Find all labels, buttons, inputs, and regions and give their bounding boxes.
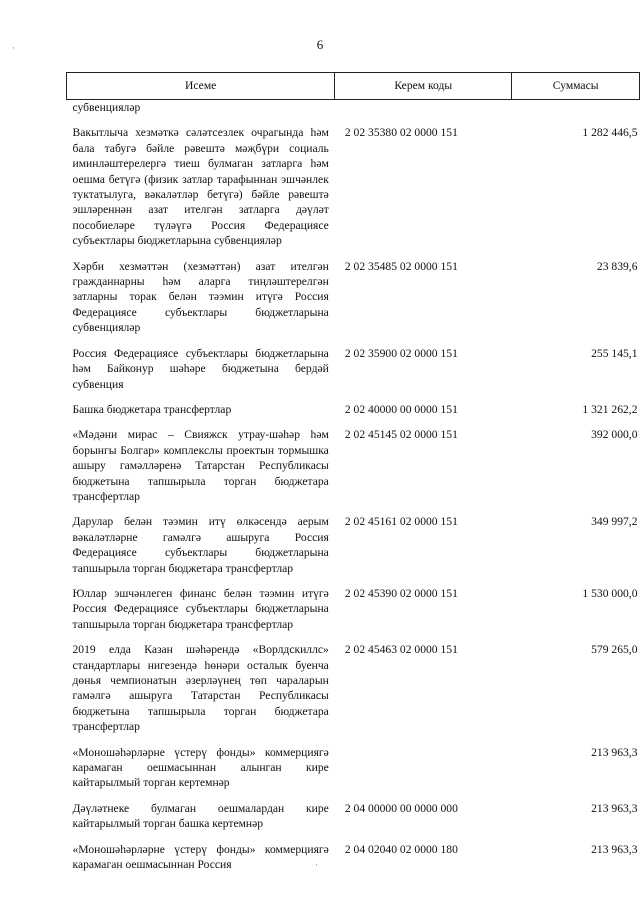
row-name: субвенцияләр (72, 101, 141, 114)
row-code: 2 04 02040 02 0000 180 (344, 842, 458, 856)
row-amount: 255 145,1 (591, 346, 638, 360)
row-name: Юллар эшчәнлеген финанс белән тәэмин итүгә Россия Федерациясе субъектлары бюджетларына тапшырыла торган бюджетара трансфертлар (72, 586, 329, 631)
row-code: 2 02 35900 02 0000 151 (344, 346, 458, 360)
table-row (67, 638, 640, 740)
row-code: 2 02 35380 02 0000 151 (344, 126, 458, 140)
scan-mark: · (12, 43, 15, 53)
budget-table (66, 72, 640, 872)
row-amount: 213 963,3 (591, 745, 638, 759)
row-name: Вакытлыча хезмәткә сәләтсезлек очрагында һәм бала табугә бәйле рәвештә мәҗбүри социаль иминләштерелергә тиеш булмаган затларга һәм оешма бетүгә (физик затлар тарафыннан эшчәнлек туктатылуга, вәкаләтләр бетүгә) бәйле рәвештә эшләреннән азат ителгән затларга дәүләт пособиеләре түләүгә Россия Федерациясе субъектлары бюджетларына субвенцияләр (72, 126, 329, 248)
row-amount: 349 997,2 (591, 515, 638, 529)
row-name: «Моношәһәрләрне үстерү фонды» коммерциягә карамаган оешмасыннан алынган кире кайтарылмый торган кертемнәр (72, 745, 329, 790)
row-code: 2 02 45463 02 0000 151 (344, 643, 458, 657)
row-name: Россия Федерациясе субъектлары бюджетларына һәм Байконур шәһәре бюджетына бердәй субвенция (72, 346, 329, 391)
table-row (67, 510, 640, 582)
row-code: 2 02 45161 02 0000 151 (344, 515, 458, 529)
page-number: 6 (316, 37, 324, 52)
row-amount: 1 530 000,0 (582, 586, 638, 600)
row-code: 2 02 45145 02 0000 151 (344, 428, 458, 442)
row-code: 2 02 40000 00 0000 151 (344, 402, 458, 416)
table-row (67, 797, 640, 838)
row-amount: 213 963,3 (591, 842, 638, 856)
row-amount: 579 265,0 (591, 643, 638, 657)
row-name: Дәүләтнеке булмаган оешмалардан кире кайтарылмый торган башка кертемнәр (72, 801, 329, 831)
table-row (67, 398, 640, 423)
header-name: Исеме (67, 73, 335, 100)
header-code: Керем коды (335, 73, 512, 100)
row-name: Дарулар белән тәэмин итү өлкәсендә аерым вәкаләтләрне гамәлгә ашыруга Россия Федерациясе субъектлары бюджетларына тапшырыла торган бюджетара трансфертлар (72, 515, 329, 575)
row-name: «Мәдәни мирас – Свияжск утрау-шәһәр һәм борынгы Болгар» комплекслы проектын тормышка ашыру гамәлләренә Татарстан Республикасы бюджетына тапшырыла торган бюджетара трансфертлар (72, 428, 329, 503)
table-row (67, 741, 640, 797)
header-amount: Суммасы (512, 73, 640, 100)
row-code: 2 02 35485 02 0000 151 (344, 259, 458, 273)
scan-mark: · (315, 860, 318, 870)
table-row (67, 121, 640, 254)
table-row (67, 255, 640, 342)
row-amount: 1 282 446,5 (582, 126, 638, 140)
row-amount: 392 000,0 (591, 428, 638, 442)
row-name: Башка бюджетара трансфертлар (72, 402, 232, 416)
table-row (67, 423, 640, 510)
row-name: Хәрби хезмәттән (хезмәттән) азат ителгән гражданнарны һәм аларга тиңләштерелгән затларны торак белән тәэмин итүгә Россия Федерациясе субъектлары бюджетларына субвенцияләр (72, 259, 329, 335)
table-row-continuation (67, 100, 640, 122)
row-amount: 23 839,6 (596, 259, 638, 273)
table-row (67, 582, 640, 638)
row-amount: 213 963,3 (591, 801, 638, 815)
row-name: 2019 елда Казан шәһәрендә «Ворлдскиллс» стандартлары нигезендә һөнәри осталык буенча дөнья чемпионатын әзерләүнең төп чараларын гамәлгә ашыруга Татарстан Республикасы бюджетына тапшырыла торган бюджетара трансфертлар (72, 643, 329, 734)
row-name: «Моношәһәрләрне үстерү фонды» коммерциягә карамаган оешмасыннан Россия (72, 842, 329, 872)
table-row (67, 342, 640, 398)
row-amount: 1 321 262,2 (582, 402, 638, 416)
row-code: 2 04 00000 00 0000 000 (344, 801, 458, 815)
table-row (67, 838, 640, 873)
row-code: 2 02 45390 02 0000 151 (344, 586, 458, 600)
row-code (335, 741, 512, 797)
table-header-row (67, 73, 640, 100)
